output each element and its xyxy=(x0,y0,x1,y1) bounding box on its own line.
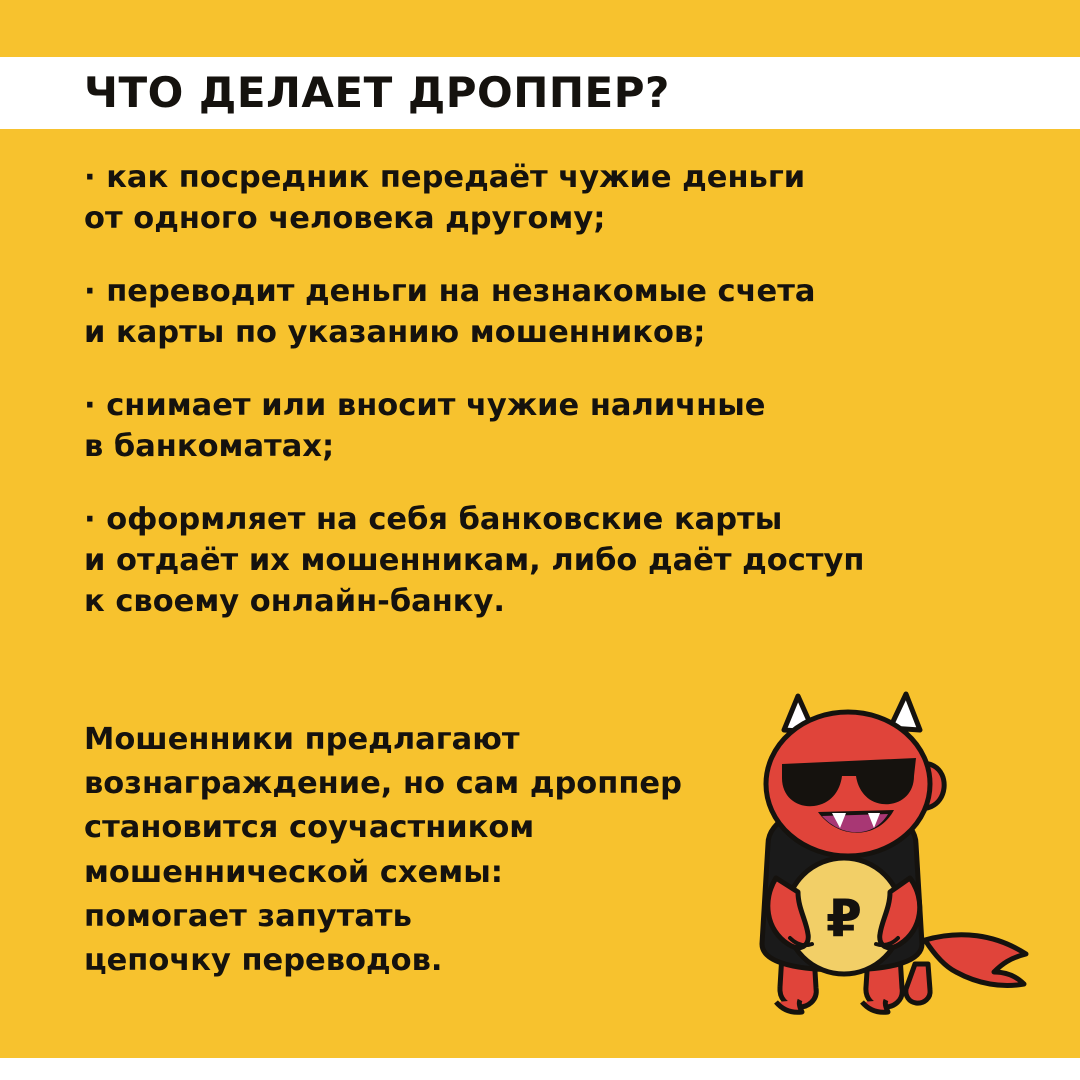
closing-line xyxy=(84,806,734,850)
bullet-list xyxy=(84,158,944,655)
closing-line: помогает запутать xyxy=(84,898,412,934)
ruble-symbol: ₽ xyxy=(825,889,863,949)
list-item xyxy=(84,500,944,622)
highlight-mark: становится соучастником xyxy=(84,806,534,850)
closing-line: мошеннической схемы: xyxy=(84,854,503,890)
bullet-line xyxy=(84,500,944,541)
bottom-margin-strip xyxy=(0,1058,1080,1080)
bullet-line xyxy=(84,541,944,582)
red-dragon-mascot xyxy=(710,672,1040,1022)
bullet-line: в банкоматах; xyxy=(84,428,335,464)
bullet-line xyxy=(84,158,944,199)
bullet-line: к своему онлайн-банку. xyxy=(84,583,505,619)
closing-line: Мошенники предлагают xyxy=(84,722,520,757)
closing-line: цепочку переводов. xyxy=(84,943,443,979)
bullet-line: от одного человека другому; xyxy=(84,200,606,236)
highlight-mark: · снимает или вносит чужие наличные xyxy=(84,386,765,427)
list-item xyxy=(84,386,944,467)
top-margin-strip xyxy=(0,0,1080,57)
page-title: ЧТО ДЕЛАЕТ ДРОППЕР? xyxy=(84,68,670,117)
bullet-line xyxy=(84,386,944,427)
highlight-mark: · как посредник передаёт чужие деньги xyxy=(84,158,805,199)
list-item xyxy=(84,272,944,353)
list-item xyxy=(84,158,944,239)
highlight-mark: · переводит деньги на незнакомые счета xyxy=(84,272,815,313)
closing-paragraph xyxy=(84,718,734,983)
bullet-line xyxy=(84,272,944,313)
closing-line: вознаграждение, но сам дроппер xyxy=(84,766,682,802)
bullet-line: и карты по указанию мошенников; xyxy=(84,314,706,350)
highlight-mark: · оформляет на себя банковские карты xyxy=(84,500,782,541)
highlight-mark: и отдаёт их мошенникам, либо даёт доступ xyxy=(84,541,864,582)
title-band xyxy=(0,57,1080,129)
